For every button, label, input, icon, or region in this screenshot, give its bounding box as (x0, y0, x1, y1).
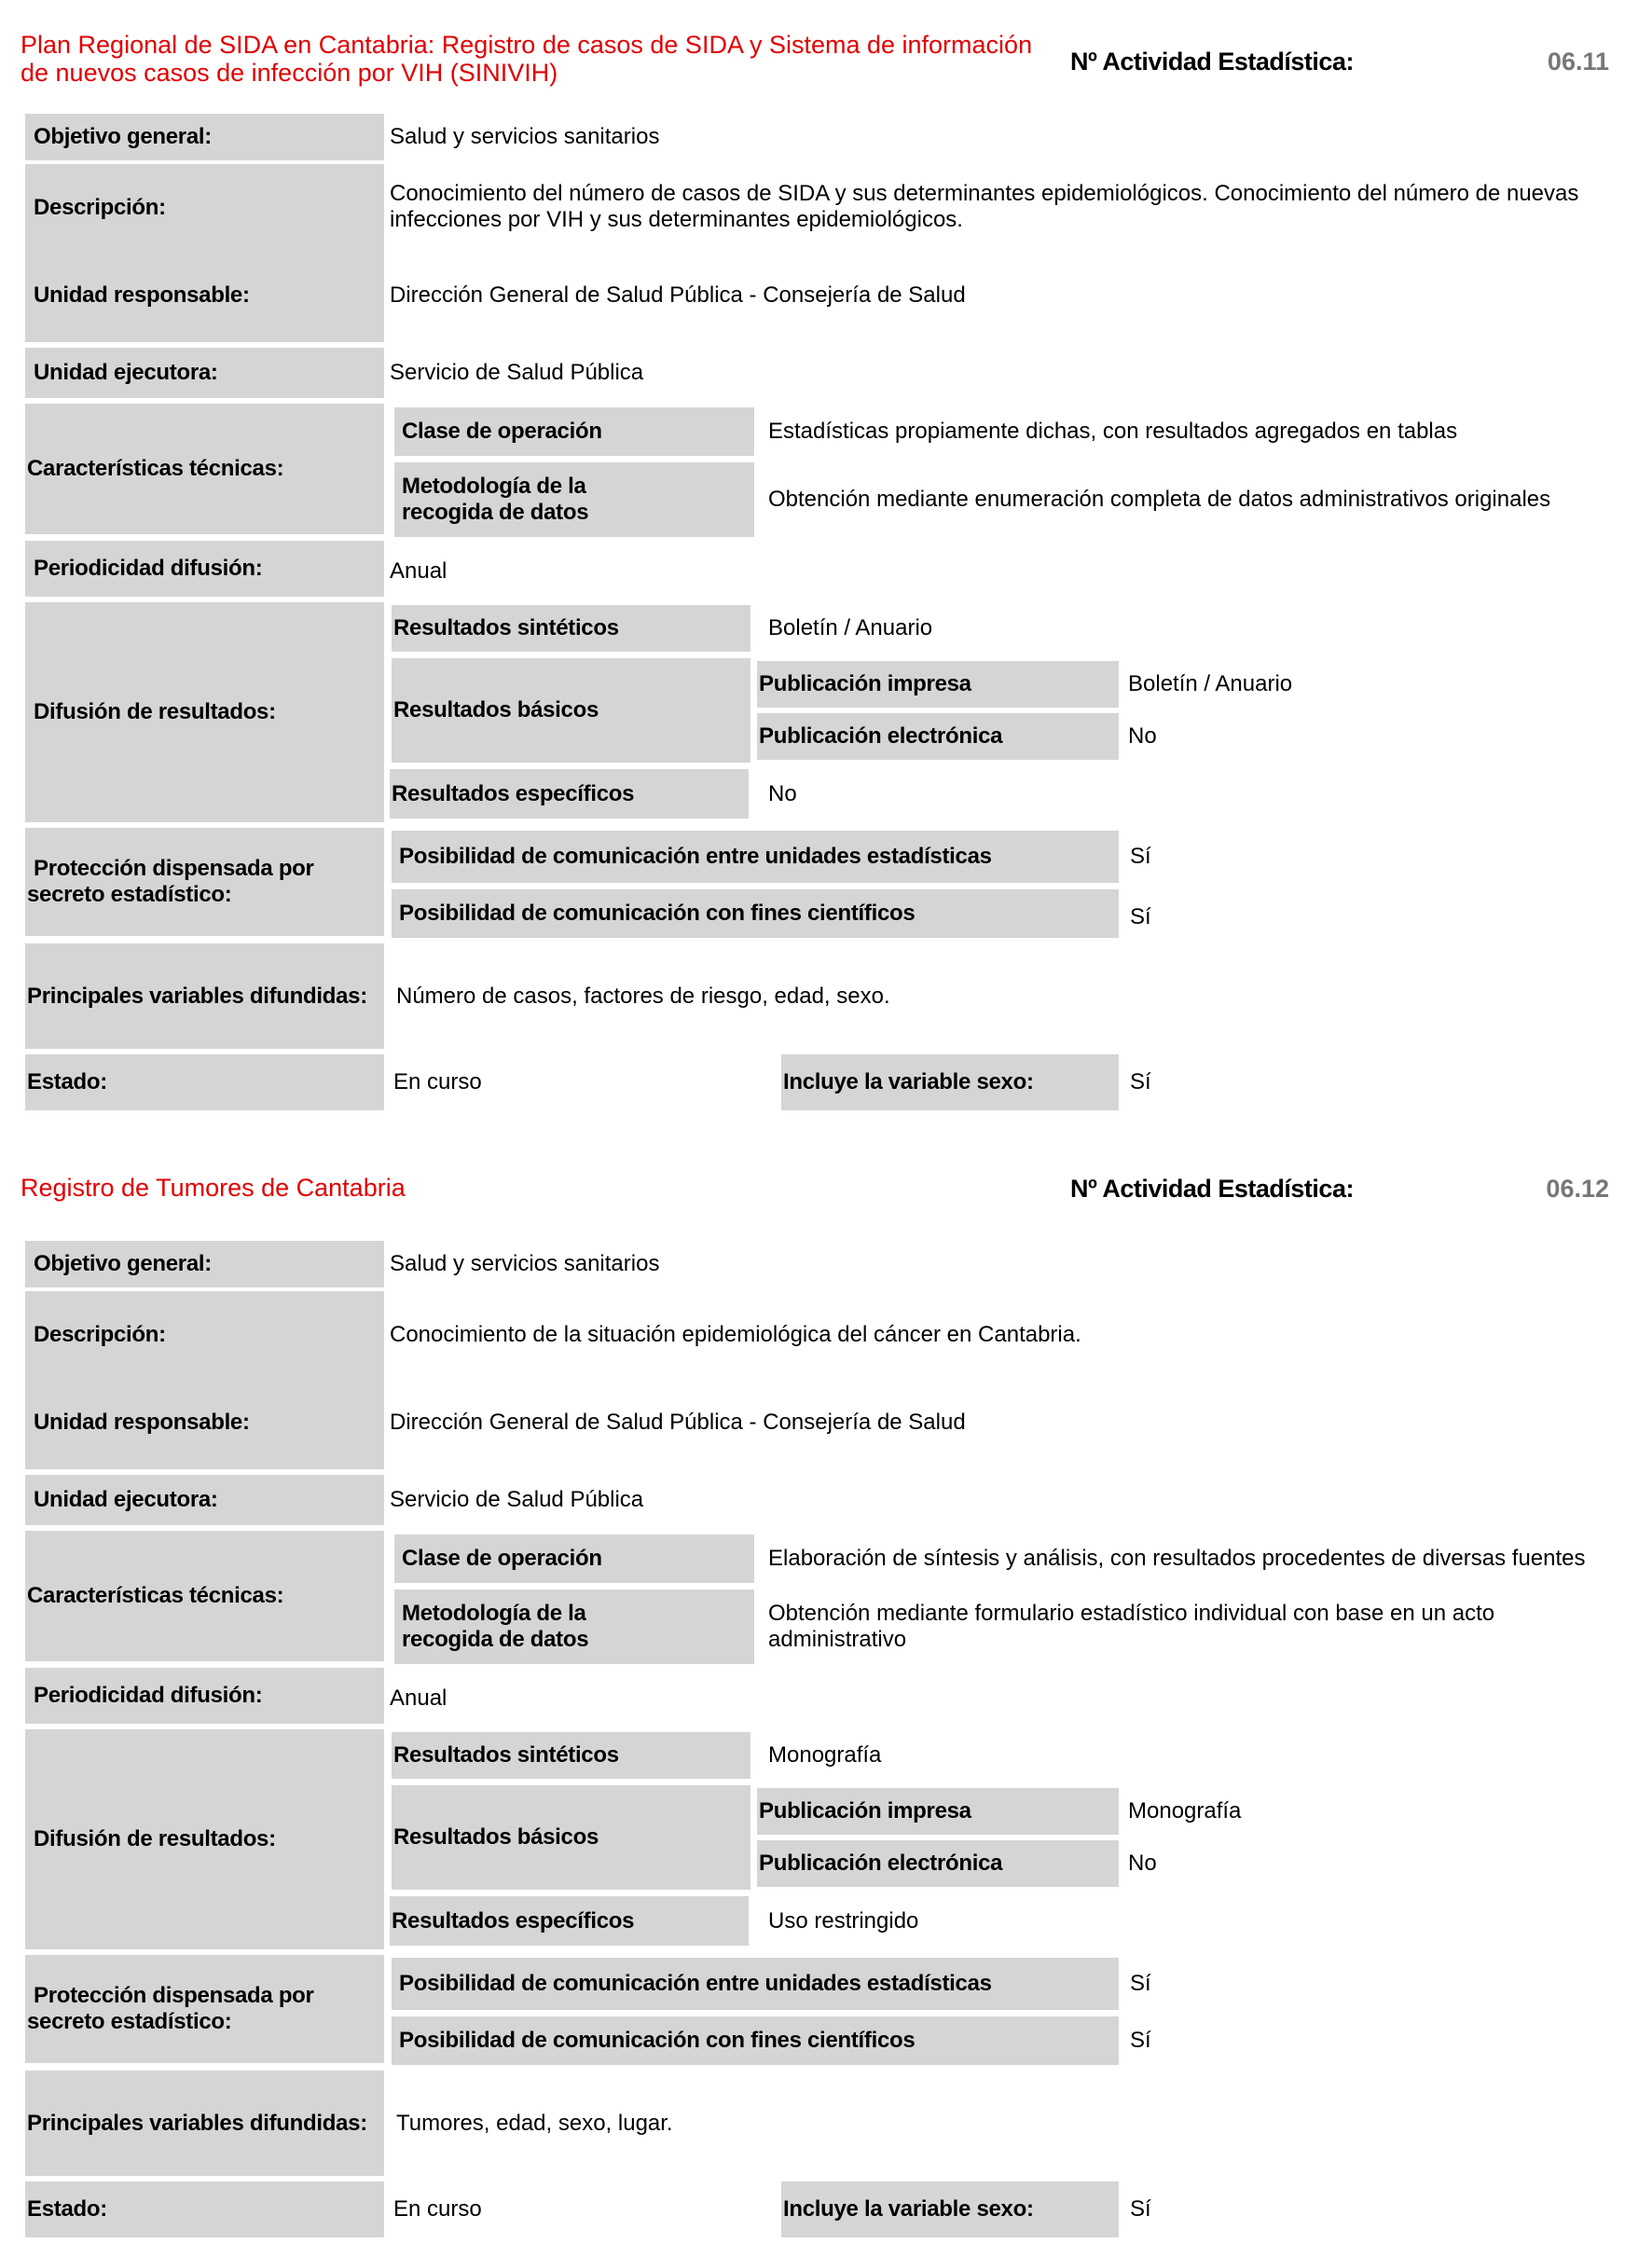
incluye-sexo-label: Incluye la variable sexo: (781, 1054, 1119, 1110)
incluye-sexo-value: Sí (1130, 2196, 1151, 2222)
publicacion-impresa-label: Publicación impresa (757, 1788, 1119, 1835)
metodologia-label (394, 462, 754, 537)
incluye-sexo-label: Incluye la variable sexo: (781, 2181, 1119, 2237)
publicacion-electronica-value: No (1128, 1851, 1157, 1876)
title-line-1: Plan Regional de SIDA en Cantabria: Registro de casos de SIDA y Sistema de información (21, 31, 1033, 59)
resultados-sinteticos-label: Resultados sintéticos (392, 605, 750, 652)
comunicacion-unidades-label: Posibilidad de comunicación entre unidades estadísticas (392, 831, 1119, 883)
comunicacion-cientificos-label: Posibilidad de comunicación con fines científicos (392, 889, 1119, 938)
objetivo-value: Salud y servicios sanitarios (390, 1251, 660, 1276)
estado-value: En curso (393, 1069, 482, 1094)
publicacion-electronica-label: Publicación electrónica (757, 713, 1119, 760)
metodologia-label (394, 1590, 754, 1664)
resultados-especificos-value: No (768, 780, 797, 806)
variables-label: Principales variables difundidas: (25, 2071, 384, 2176)
variables-value: Número de casos, factores de riesgo, edad, sexo. (396, 983, 890, 1009)
metodologia-label-line-1: Metodología de la (402, 1601, 586, 1626)
unidad-responsable-label: Unidad responsable: (25, 1399, 384, 1446)
clase-operacion-label: Clase de operación (394, 1534, 754, 1583)
estado-label: Estado: (25, 2181, 384, 2237)
proteccion-label-line-2: secreto estadístico: (27, 2009, 232, 2034)
comunicacion-unidades-value: Sí (1130, 1971, 1151, 1996)
unidad-responsable-label: Unidad responsable: (25, 272, 384, 319)
periodicidad-value: Anual (390, 558, 447, 584)
objetivo-label: Objetivo general: (25, 1241, 384, 1287)
metodologia-value (768, 1590, 1626, 1664)
publicacion-electronica-value: No (1128, 723, 1157, 749)
proteccion-label (25, 828, 384, 936)
unidad-responsable-value: Dirección General de Salud Pública - Consejería de Salud (390, 282, 966, 308)
unidad-ejecutora-label: Unidad ejecutora: (25, 1475, 384, 1525)
descripcion-value (390, 181, 1620, 237)
descripcion-label: Descripción: (25, 185, 384, 231)
metodologia-value-line-2: administrativo (768, 1627, 907, 1652)
activity-number-value: 06.12 (1546, 1175, 1609, 1203)
title-line-1: Registro de Tumores de Cantabria (21, 1174, 406, 1202)
publicacion-impresa-label: Publicación impresa (757, 661, 1119, 708)
difusion-label: Difusión de resultados: (25, 1729, 384, 1949)
periodicidad-value: Anual (390, 1686, 447, 1711)
section-title (21, 1174, 1065, 1202)
activity-number-value: 06.11 (1547, 48, 1609, 76)
resultados-sinteticos-value: Boletín / Anuario (768, 615, 933, 640)
proteccion-label (25, 1955, 384, 2063)
resultados-especificos-label: Resultados específicos (390, 769, 749, 819)
periodicidad-label: Periodicidad difusión: (25, 1668, 384, 1724)
metodologia-label-line-2: recogida de datos (402, 500, 589, 525)
unidad-responsable-value: Dirección General de Salud Pública - Consejería de Salud (390, 1410, 966, 1435)
activity-section-1 (0, 0, 1652, 1119)
clase-operacion-value: Elaboración de síntesis y análisis, con resultados procedentes de diversas fuentes (768, 1546, 1586, 1571)
metodologia-label-line-2: recogida de datos (402, 1627, 589, 1652)
activity-section-2 (0, 1127, 1652, 2246)
resultados-sinteticos-label: Resultados sintéticos (392, 1732, 750, 1779)
unidad-ejecutora-value: Servicio de Salud Pública (390, 1487, 644, 1512)
resultados-especificos-label: Resultados específicos (390, 1896, 749, 1946)
publicacion-electronica-label: Publicación electrónica (757, 1840, 1119, 1887)
proteccion-label-line-1: Protección dispensada por (34, 856, 314, 881)
metodologia-value (768, 462, 1626, 537)
resultados-especificos-value: Uso restringido (768, 1907, 919, 1934)
comunicacion-cientificos-label: Posibilidad de comunicación con fines científicos (392, 2016, 1119, 2065)
metodologia-value-line-1: Obtención mediante enumeración completa de datos administrativos originales (768, 487, 1551, 512)
clase-operacion-value: Estadísticas propiamente dichas, con resultados agregados en tablas (768, 419, 1458, 444)
variables-label: Principales variables difundidas: (25, 943, 384, 1049)
descripcion-line-2: infecciones por VIH y sus determinantes epidemiológicos. (390, 207, 963, 232)
objetivo-label: Objetivo general: (25, 114, 384, 160)
unidad-ejecutora-value: Servicio de Salud Pública (390, 360, 644, 385)
comunicacion-cientificos-value: Sí (1130, 2028, 1151, 2053)
variables-value: Tumores, edad, sexo, lugar. (396, 2110, 673, 2136)
resultados-basicos-label: Resultados básicos (392, 1785, 750, 1890)
clase-operacion-label: Clase de operación (394, 407, 754, 456)
descripcion-value (390, 1312, 1620, 1358)
resultados-sinteticos-value: Monografía (768, 1742, 882, 1768)
periodicidad-label: Periodicidad difusión: (25, 541, 384, 597)
objetivo-value: Salud y servicios sanitarios (390, 124, 660, 149)
proteccion-label-line-1: Protección dispensada por (34, 1983, 314, 2008)
difusion-label: Difusión de resultados: (25, 602, 384, 822)
activity-number-label: Nº Actividad Estadística: (1070, 48, 1354, 76)
descripcion-line-1: Conocimiento del número de casos de SIDA y sus determinantes epidemiológicos. Conocimiento del número de nuevas (390, 181, 1579, 206)
title-line-2: de nuevos casos de infección por VIH (SINIVIH) (21, 59, 558, 87)
caracteristicas-label: Características técnicas: (25, 404, 384, 534)
unidad-ejecutora-label: Unidad ejecutora: (25, 348, 384, 398)
estado-label: Estado: (25, 1054, 384, 1110)
comunicacion-cientificos-value: Sí (1130, 904, 1151, 929)
activity-number-label: Nº Actividad Estadística: (1070, 1175, 1354, 1203)
metodologia-label-line-1: Metodología de la (402, 474, 586, 499)
incluye-sexo-value: Sí (1130, 1069, 1151, 1094)
comunicacion-unidades-value: Sí (1130, 844, 1151, 869)
proteccion-label-line-2: secreto estadístico: (27, 882, 232, 907)
publicacion-impresa-value: Boletín / Anuario (1128, 671, 1293, 696)
resultados-basicos-label: Resultados básicos (392, 658, 750, 763)
descripcion-label: Descripción: (25, 1312, 384, 1358)
caracteristicas-label: Características técnicas: (25, 1531, 384, 1661)
estado-value: En curso (393, 2196, 482, 2222)
section-title (21, 31, 1065, 87)
comunicacion-unidades-label: Posibilidad de comunicación entre unidades estadísticas (392, 1958, 1119, 2010)
publicacion-impresa-value: Monografía (1128, 1798, 1242, 1823)
metodologia-value-line-1: Obtención mediante formulario estadístico individual con base en un acto (768, 1601, 1495, 1626)
descripcion-line-1: Conocimiento de la situación epidemiológica del cáncer en Cantabria. (390, 1322, 1081, 1347)
